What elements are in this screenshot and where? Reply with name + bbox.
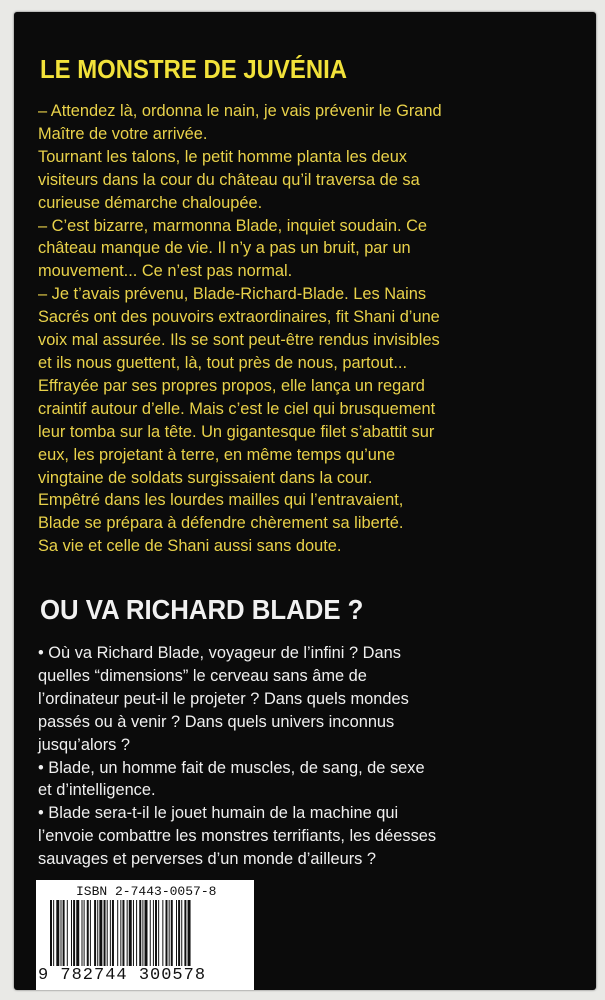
barcode-icon <box>50 900 240 966</box>
excerpt-text <box>38 100 596 558</box>
bullet-line: passés ou à venir ? Dans quels univers inconnus <box>38 712 395 731</box>
bullet-line: • Où va Richard Blade, voyageur de l’infini ? Dans <box>38 644 401 662</box>
bullet-line: l’envoie combattre les monstres terrifiants, les déesses <box>38 827 437 846</box>
excerpt-line: curieuse démarche chaloupée. <box>38 193 263 212</box>
excerpt-line: – Attendez là, ordonna le nain, je vais prévenir le Grand <box>38 102 442 120</box>
excerpt-line: vingtaine de soldats surgissaient dans la cour. <box>38 468 373 487</box>
bullet-line: l’ordinateur peut-il le projeter ? Dans quels mondes <box>38 689 409 708</box>
excerpt-line: Tournant les talons, le petit homme planta les deux <box>38 147 408 166</box>
excerpt-line: voix mal assurée. Ils se sont peut-être rendus invisibles <box>38 331 440 350</box>
excerpt-title: LE MONSTRE DE JUVÉNIA <box>40 54 348 84</box>
excerpt-line: Maître de votre arrivée. <box>38 124 208 143</box>
series-description <box>38 642 596 871</box>
section-title: OU VA RICHARD BLADE ? <box>40 594 364 625</box>
excerpt-line: château manque de vie. Il n’y a pas un bruit, par un <box>38 239 411 258</box>
excerpt-line: et ils nous guettent, là, tout près de nous, partout... <box>38 353 408 372</box>
excerpt-line: – Je t’avais prévenu, Blade-Richard-Blade. Les Nains <box>38 285 427 304</box>
excerpt-line: Sacrés ont des pouvoirs extraordinaires, fit Shani d’une <box>38 308 440 327</box>
excerpt-line: mouvement... Ce n’est pas normal. <box>38 262 293 281</box>
ean-number: 9 782744 300578 <box>38 966 207 985</box>
back-cover <box>14 12 596 990</box>
bullet-line: • Blade sera-t-il le jouet humain de la machine qui <box>38 804 399 823</box>
excerpt-line: Blade se prépara à défendre chèrement sa liberté. <box>38 514 404 533</box>
bullet-line: et d’intelligence. <box>38 781 156 800</box>
isbn-number: ISBN 2-7443-0057-8 <box>76 884 217 899</box>
bullet-line: quelles “dimensions” le cerveau sans âme de <box>38 666 367 685</box>
excerpt-line: Sa vie et celle de Shani aussi sans doute. <box>38 537 342 556</box>
excerpt-line: visiteurs dans la cour du château qu’il traversa de sa <box>38 170 420 189</box>
barcode-label <box>36 880 254 990</box>
excerpt-line: – C’est bizarre, marmonna Blade, inquiet soudain. Ce <box>38 216 428 235</box>
excerpt-line: leur tomba sur la tête. Un gigantesque filet s’abattit sur <box>38 422 435 441</box>
excerpt-line: Empêtré dans les lourdes mailles qui l’entravaient, <box>38 491 404 510</box>
bullet-line: sauvages et perverses d’un monde d’ailleurs ? <box>38 850 377 869</box>
excerpt-line: eux, les projetant à terre, en même temps qu’une <box>38 445 396 464</box>
bullet-line: • Blade, un homme fait de muscles, de sang, de sexe <box>38 758 425 777</box>
excerpt-line: Effrayée par ses propres propos, elle lança un regard <box>38 376 425 395</box>
excerpt-line: craintif autour d’elle. Mais c’est le ciel qui brusquement <box>38 399 436 418</box>
bullet-line: jusqu’alors ? <box>38 735 131 754</box>
